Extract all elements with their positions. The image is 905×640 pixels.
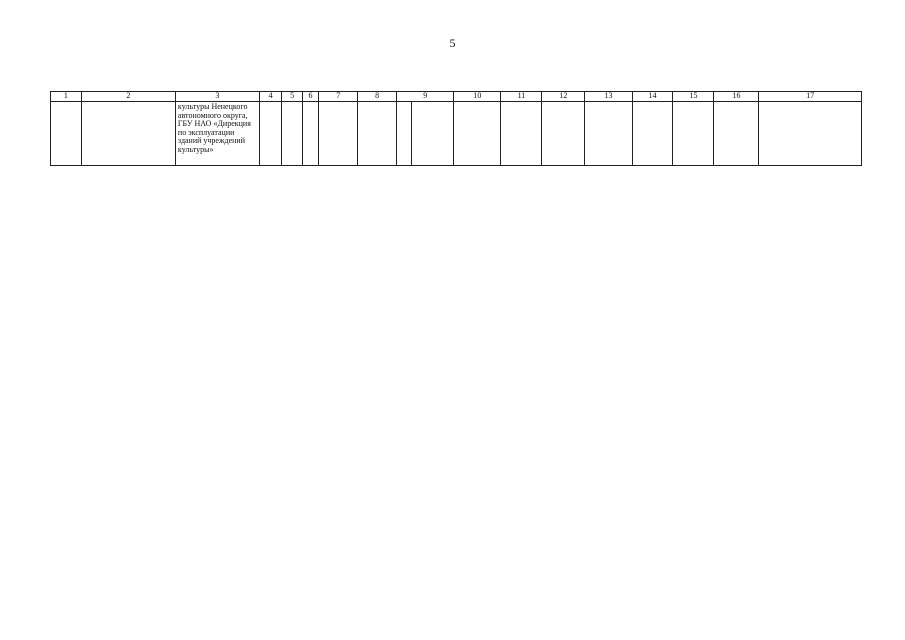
col-header-11: 11 [501,92,542,102]
col-header-6: 6 [302,92,318,102]
col-header-13: 13 [585,92,632,102]
col-header-17: 17 [759,92,862,102]
col-header-14: 14 [632,92,673,102]
col-header-9: 9 [397,92,454,102]
page-number: 5 [449,36,456,50]
col-header-10: 10 [454,92,501,102]
col-header-4: 4 [259,92,282,102]
continuation-executor: культуры Ненецкого автономного округа, ГБУ НАО «Дирекция по эксплуатации зданий учреждений культуры» [175,102,259,166]
col-header-8: 8 [358,92,397,102]
col-header-5: 5 [282,92,302,102]
col-header-7: 7 [319,92,358,102]
col-header-2: 2 [81,92,175,102]
col-header-16: 16 [714,92,759,102]
col-header-15: 15 [673,92,714,102]
column-number-row [51,92,862,102]
col-header-12: 12 [542,92,585,102]
table-body [51,92,862,166]
col-header-3: 3 [175,92,259,102]
col-header-1: 1 [51,92,82,102]
continuation-row [51,102,862,166]
program-funding-table [50,91,862,166]
